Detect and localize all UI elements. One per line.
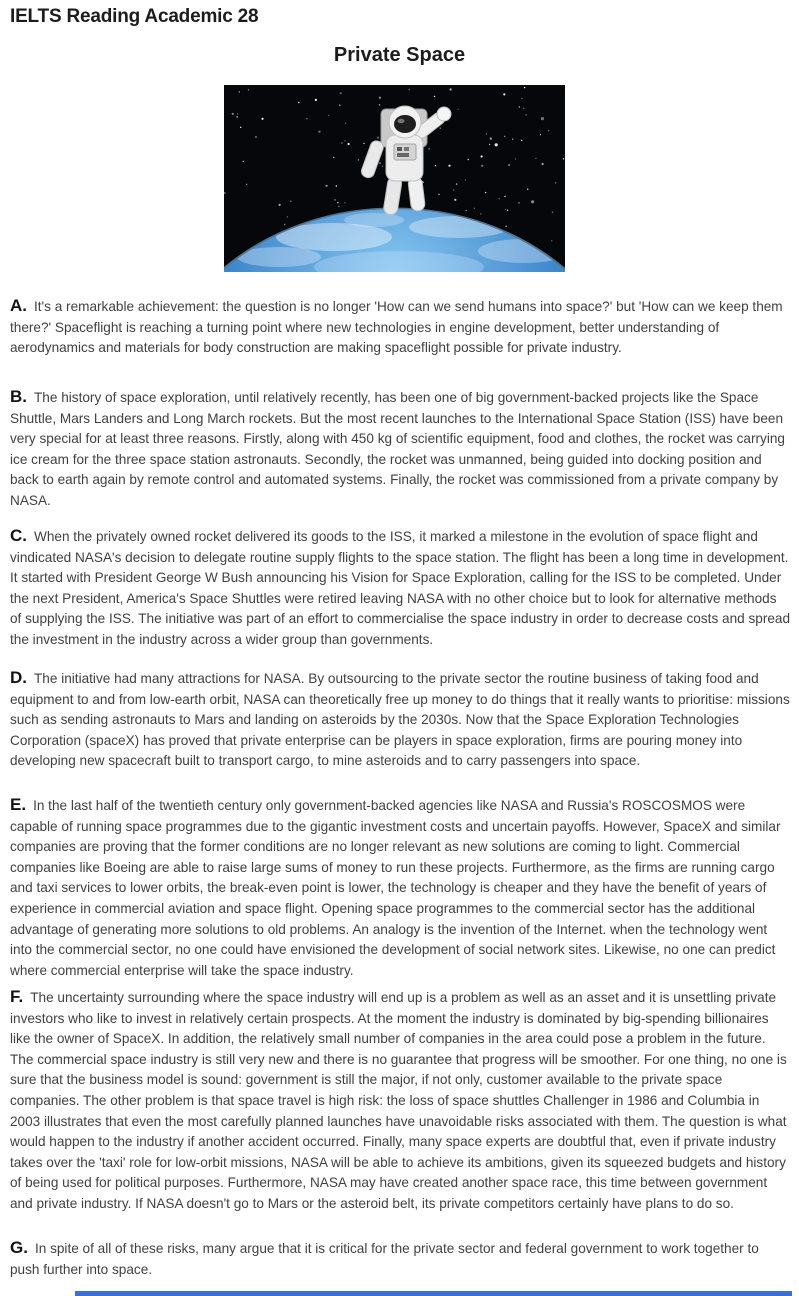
paragraph-label: C. <box>10 526 27 545</box>
paragraph-a <box>10 296 791 359</box>
paragraph-g <box>10 1238 791 1280</box>
paragraph-text: The initiative had many attractions for NASA. By outsourcing to the private sector the routine business of taking food and equipment to and from low-earth orbit, NASA can theoretically free up money to do things that it really wants to prioritise: missions such as sending astronauts to Mars and landing on asteroids by the 2030s. Now that the Space Exploration Technologies Corporation (spaceX) has proved that private enterprise can be players in space exploration, firms are pouring money into developing new spacecraft built to transport cargo, to mine asteroids and to carry passengers into space. <box>10 671 790 769</box>
paragraph-label: F. <box>10 987 24 1006</box>
astronaut-earth-image <box>224 85 565 272</box>
paragraph-b <box>10 387 791 512</box>
next-section-top-edge <box>75 1291 792 1296</box>
paragraph-text: When the privately owned rocket delivered its goods to the ISS, it marked a milestone in the evolution of space flight and vindicated NASA's decision to delegate routine supply flights to the space station. The flight has been a long time in development. It started with President George W Bush announcing his Vision for Space Exploration, calling for the ISS to be completed. Under the next President, America's Space Shuttles were retired leaving NASA with no other choice but to look for alternative methods of supplying the ISS. The initiative was part of an effort to commercialise the space industry in order to decrease costs and spread the investment in the industry across a wider group than governments. <box>10 529 791 647</box>
paragraph-label: A. <box>10 296 27 315</box>
paragraph-label: G. <box>10 1238 28 1257</box>
paragraph-label: D. <box>10 668 27 687</box>
paragraph-text: In the last half of the twentieth century only government-backed agencies like NASA and Russia's ROSCOSMOS were capable of running space programmes due to the gigantic investment costs and uncertain payoffs. However, SpaceX and similar companies are proving that the former conditions are no longer relevant as new solutions are coming to light. Commercial companies like Boeing are able to raise large sums of money to run these projects. Furthermore, as the firms are running cargo and taxi services to lower orbits, the break-even point is lower, the technology is cheaper and they have the benefit of years of experience in commercial aviation and space flight. Opening space programmes to the commercial sector has the additional advantage of generating more solutions to old problems. An analogy is the invention of the Internet. when the technology went into the commercial sector, no one could have envisioned the development of social network sites. Likewise, no one can predict where commercial enterprise will take the space industry. <box>10 798 781 978</box>
paragraph-d <box>10 668 791 772</box>
paragraph-text: The uncertainty surrounding where the space industry will end up is a problem as well as an asset and it is unsettling private investors who like to invest in relatively certain prospects. At the moment the industry is dominated by big-spending billionaires like the owner of SpaceX. In addition, the relatively small number of companies in the area could pose a problem in the future. The commercial space industry is still very new and there is no guarantee that progress will be smoother. For one thing, no one is sure that the business model is sound: government is still the major, if not only, customer available to the private space companies. The other problem is that space travel is high risk: the loss of space shuttles Challenger in 1986 and Columbia in 2003 illustrates that even the most carefully planned launches have unavoidable risks associated with them. The question is what would happen to the industry if another accident occurred. Finally, many space experts are doubtful that, even if private industry takes over the 'taxi' role for low-orbit missions, NASA will be able to achieve its ambitions, given its squeezed budgets and history of being used for political purposes. Furthermore, NASA may have created another space race, this time between government and private industry. If NASA doesn't go to Mars or the asteroid belt, its private competitors certainly have plans to do so. <box>10 990 787 1211</box>
paragraph-text: The history of space exploration, until relatively recently, has been one of big government-backed projects like the Space Shuttle, Mars Landers and Long March rockets. But the most recent launches to the International Space Station (ISS) have been very special for at least three reasons. Firstly, along with 450 kg of scientific equipment, food and clothes, the rocket was carrying ice cream for the three space station astronauts. Secondly, the rocket was unmanned, being guided into docking position and back to earth again by remote control and automated systems. Finally, the rocket was commissioned from a private company by NASA. <box>10 390 785 508</box>
paragraph-e <box>10 795 791 981</box>
astronaut-earth-illustration <box>224 85 565 272</box>
paragraph-text: In spite of all of these risks, many argue that it is critical for the private sector and federal government to work together to push further into space. <box>10 1241 759 1277</box>
paragraph-text: It's a remarkable achievement: the question is no longer 'How can we send humans into space?' but 'How can we keep them there?' Spaceflight is reaching a turning point where new technologies in engine development, better understanding of aerodynamics and materials for body construction are making spaceflight possible for private industry. <box>10 299 783 356</box>
passage-title: Private Space <box>333 44 466 66</box>
paragraph-f <box>10 987 791 1215</box>
paragraph-label: E. <box>10 795 27 814</box>
page-title: IELTS Reading Academic 28 <box>10 6 259 27</box>
paragraph-c <box>10 526 791 651</box>
paragraph-label: B. <box>10 387 27 406</box>
